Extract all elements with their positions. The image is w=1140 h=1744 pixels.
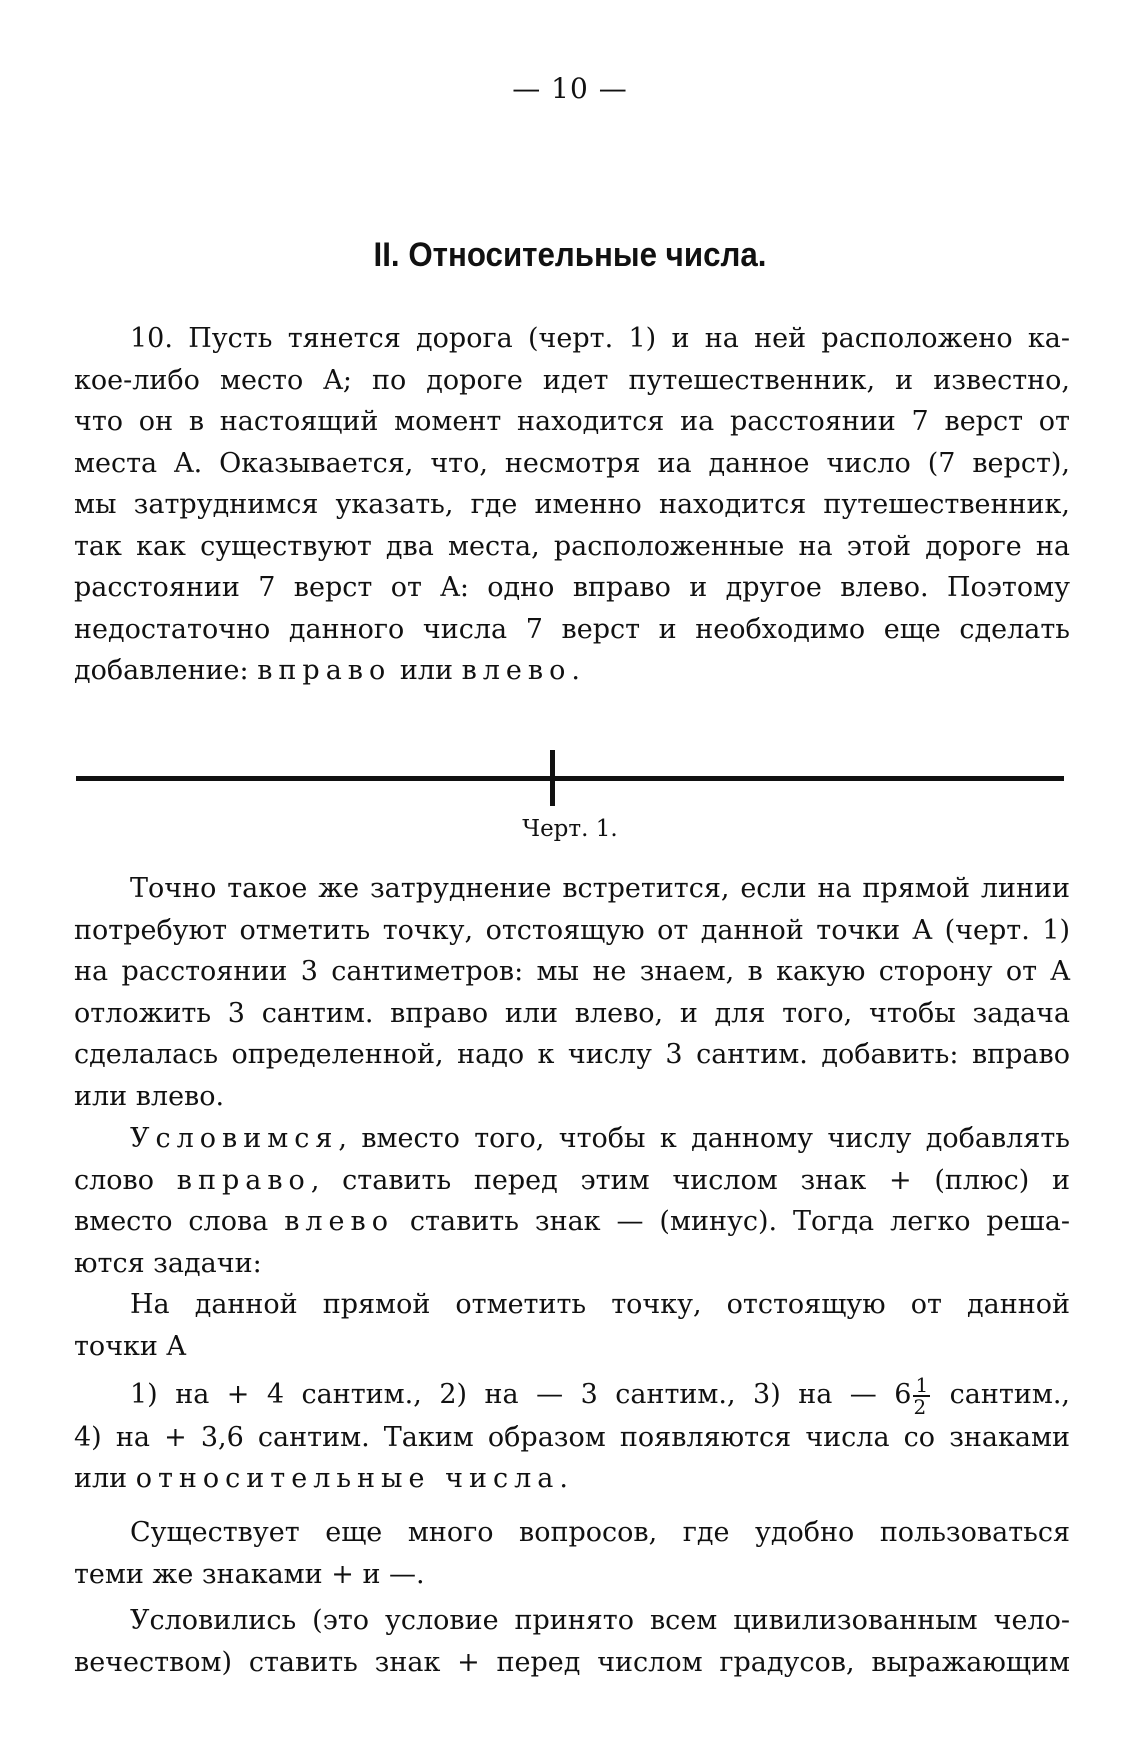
- road-figure: [76, 744, 1064, 814]
- text-line: что он в настоящий момент находится иа расстоянии 7 верст от: [74, 406, 1070, 437]
- text-line: Существует еще много вопросов, где удобно пользоваться: [130, 1517, 1070, 1548]
- point-a-tick: [550, 750, 555, 806]
- text-fragment: , вместо того, чтобы к данному числу добавлять: [338, 1123, 1070, 1154]
- text-line: так как существуют два места, расположенные на этой дороге на: [74, 530, 1070, 562]
- text-fragment: слово: [74, 1164, 177, 1196]
- text-line: 10. Пусть тянется дорога (черт. 1) и на ней расположено ка-: [130, 323, 1070, 354]
- text-line: сделалась определенной, надо к числу 3 сантим. добавить: вправо: [74, 1039, 1070, 1070]
- spaced-word: вправо: [176, 1164, 311, 1196]
- paragraph-examples: [74, 1374, 1070, 1500]
- section-heading: II. Относительные числа.: [373, 236, 767, 274]
- text-line: Точно такое же затруднение встретится, если на прямой линии: [130, 873, 1070, 904]
- text-line: Условились (это условие принято всем цивилизованным чело-: [130, 1605, 1070, 1636]
- paragraph-convention: [74, 1118, 1070, 1284]
- text-line: места A. Оказывается, что, несмотря иа данное число (7 верст),: [74, 447, 1070, 479]
- text-line: [74, 1374, 1070, 1417]
- fraction-numerator: 1: [915, 1372, 929, 1397]
- text-fragment: .: [559, 1463, 568, 1494]
- text-line: точки A: [74, 1330, 186, 1362]
- text-line: [74, 1458, 1070, 1500]
- text-line: отложить 3 сантим. вправо или влево, и для того, чтобы задача: [74, 997, 1070, 1029]
- paragraph-task: [74, 1284, 1070, 1367]
- text-line: теми же знаками + и —.: [74, 1558, 425, 1590]
- text-fragment: 1) на + 4 сантим., 2) на — 3 сантим., 3) на — 6: [130, 1379, 912, 1410]
- text-line: расстоянии 7 верст от A: одно вправо и другое влево. Поэтому: [74, 572, 1070, 603]
- text-line: [74, 1160, 1070, 1202]
- text-line: [74, 650, 1070, 692]
- text-line: мы затруднимся указать, где именно находится путешественник,: [74, 489, 1070, 520]
- text-fragment: ставить знак — (минус). Тогда легко реша-: [394, 1206, 1070, 1237]
- text-line: [74, 1118, 1070, 1160]
- paragraph-difficulty: [74, 868, 1070, 1117]
- paragraph-10: [74, 318, 1070, 692]
- paragraph-signs: [74, 1512, 1070, 1595]
- text-line: [74, 1201, 1070, 1243]
- figure-caption: Черт. 1.: [522, 816, 618, 842]
- spaced-word: вправо: [257, 655, 392, 686]
- text-line: на расстоянии 3 сантиметров: мы не знаем, в какую сторону от A: [74, 956, 1070, 987]
- road-line: [76, 776, 1064, 781]
- text-fragment: , ставить перед этим числом знак + (плюс) и: [310, 1164, 1070, 1196]
- text-fragment: вместо слова: [74, 1206, 285, 1237]
- page-number: — 10 —: [512, 72, 628, 105]
- text-line: потребуют отметить точку, отстоящую от данной точки A (черт. 1): [74, 914, 1070, 946]
- spaced-word: влево: [284, 1206, 394, 1237]
- text-line: 4) на + 3,6 сантим. Таким образом появляются числа со знаками: [74, 1421, 1070, 1453]
- text-fragment: добавление:: [74, 655, 258, 686]
- fraction-denominator: 2: [913, 1394, 927, 1419]
- text-fragment: или: [74, 1463, 136, 1494]
- text-line: или влево.: [74, 1080, 225, 1112]
- text-line: На данной прямой отметить точку, отстоящую от данной: [130, 1289, 1070, 1320]
- paragraph-degrees: [74, 1600, 1070, 1683]
- spaced-word: относительные числа: [135, 1463, 560, 1494]
- text-line: ются задачи:: [74, 1247, 262, 1279]
- spaced-word: Условимся: [130, 1123, 339, 1154]
- text-line: кое-либо место A; по дороге идет путешественник, и известно,: [74, 364, 1070, 396]
- spaced-word: влево: [461, 655, 572, 686]
- text-fragment: или: [391, 655, 462, 686]
- text-fragment: .: [571, 655, 580, 686]
- fraction: [913, 1372, 930, 1419]
- text-line: вечеством) ставить знак + перед числом градусов, выражающим: [74, 1646, 1070, 1678]
- text-fragment: сантим.,: [932, 1379, 1070, 1410]
- text-line: недостаточно данного числа 7 верст и необходимо еще сделать: [74, 613, 1070, 645]
